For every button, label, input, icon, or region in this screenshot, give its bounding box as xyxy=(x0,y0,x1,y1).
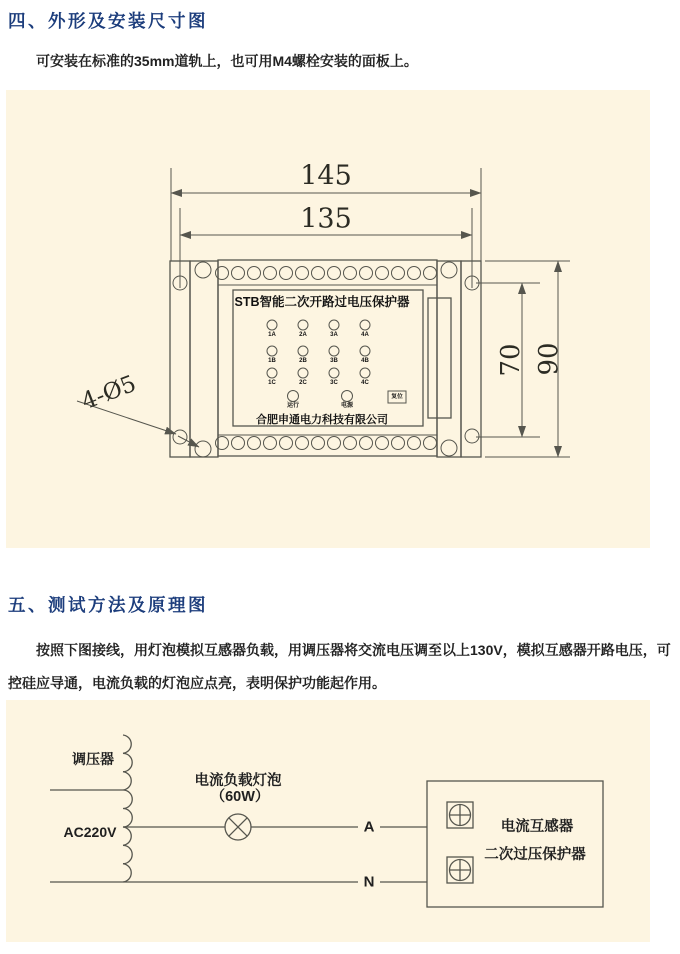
power-led xyxy=(342,391,353,402)
screw-terminal xyxy=(280,267,293,280)
screw-terminal xyxy=(248,437,261,450)
led-label: 4A xyxy=(361,332,369,338)
led-label: 1C xyxy=(268,380,276,386)
phase-label: A xyxy=(363,818,375,836)
screw-terminal xyxy=(264,267,277,280)
led-indicator xyxy=(267,346,277,356)
screw-terminal xyxy=(360,437,373,450)
led-indicator xyxy=(298,346,308,356)
right-mount-strip xyxy=(437,261,461,457)
led-indicator xyxy=(298,320,308,330)
lamp-icon xyxy=(225,814,251,840)
mount-hole xyxy=(441,440,457,456)
led-grid xyxy=(267,320,370,386)
device-outline xyxy=(170,260,481,457)
lamp-label-line2: （60W） xyxy=(210,789,270,805)
dim-height-inner: 70 xyxy=(496,343,526,377)
screw-terminal xyxy=(296,267,309,280)
section5-title: 五、测试方法及原理图 xyxy=(8,595,208,615)
bottom-terminal-row xyxy=(216,437,437,450)
mount-hole xyxy=(195,262,211,278)
led-indicator xyxy=(267,320,277,330)
variac-coil xyxy=(123,735,132,882)
front-panel xyxy=(233,290,423,426)
protector-label-line1: 电流互感器 xyxy=(500,819,574,835)
terminal-symbol xyxy=(447,857,473,883)
led-indicator xyxy=(329,320,339,330)
screw-terminal xyxy=(312,267,325,280)
dimension-70 xyxy=(476,283,540,437)
dim-height-outer: 90 xyxy=(534,342,564,376)
reset-button-label: 复位 xyxy=(391,394,403,400)
led-label: 4B xyxy=(361,358,369,364)
protector-label-line2: 二次过压保护器 xyxy=(484,847,586,863)
screw-terminal xyxy=(408,267,421,280)
regulator-label: 调压器 xyxy=(72,751,114,767)
screw-terminal xyxy=(296,437,309,450)
led-label: 2A xyxy=(299,332,307,338)
led-label: 1B xyxy=(268,358,276,364)
screw-terminal xyxy=(328,437,341,450)
screw-terminal xyxy=(232,437,245,450)
led-label: 1A xyxy=(268,332,276,338)
dim-width-outer: 145 xyxy=(300,160,352,192)
dim-width-inner: 135 xyxy=(300,203,352,235)
mount-hole xyxy=(465,429,479,443)
holes-label: 4-Ø5 xyxy=(78,370,140,416)
holes-leader xyxy=(77,371,199,447)
led-indicator xyxy=(329,346,339,356)
circuit-diagram xyxy=(6,700,650,942)
din-rail-clip xyxy=(428,298,451,418)
left-mount-strip xyxy=(190,261,218,457)
screw-terminal xyxy=(344,267,357,280)
led-label: 3B xyxy=(330,358,338,364)
source-label: AC220V xyxy=(63,824,117,840)
screw-terminal xyxy=(328,267,341,280)
company-name: 合肥申通电力科技有限公司 xyxy=(256,414,388,426)
lamp-label-line1: 电流负载灯泡 xyxy=(194,773,282,789)
section5-intro: 按照下图接线，用灯泡模拟互感器负载，用调压器将交流电压调至以上130V，模拟互感器开路电压，可控硅应导通，电流负载的灯泡应点亮，表明保护功能起作用。 xyxy=(8,642,671,691)
mount-hole xyxy=(195,441,211,457)
led-label: 2C xyxy=(299,380,307,386)
screw-terminal xyxy=(360,267,373,280)
screw-terminal xyxy=(376,267,389,280)
device-title: STB智能二次开路过电压保护器 xyxy=(234,295,410,309)
protector-box xyxy=(427,781,603,907)
section4-intro: 可安装在标准的35mm道轨上，也可用M4螺栓安装的面板上。 xyxy=(36,53,418,69)
led-label: 2B xyxy=(299,358,307,364)
mount-hole xyxy=(441,262,457,278)
led-indicator xyxy=(360,320,370,330)
screw-terminal xyxy=(408,437,421,450)
dimension-135 xyxy=(180,204,472,289)
screw-terminal xyxy=(264,437,277,450)
dimension-drawing-panel xyxy=(6,90,650,548)
screw-terminal xyxy=(376,437,389,450)
screw-terminal xyxy=(424,267,437,280)
led-indicator xyxy=(298,368,308,378)
top-terminal-row xyxy=(216,267,437,280)
screw-terminal xyxy=(392,437,405,450)
mounting-holes xyxy=(173,262,479,457)
led-indicator xyxy=(329,368,339,378)
screw-terminal xyxy=(312,437,325,450)
screw-terminal xyxy=(248,267,261,280)
led-indicator xyxy=(267,368,277,378)
led-indicator xyxy=(360,368,370,378)
screw-terminal xyxy=(232,267,245,280)
screw-terminal xyxy=(280,437,293,450)
terminal-symbol xyxy=(447,802,473,828)
led-label: 3A xyxy=(330,332,338,338)
led-label: 4C xyxy=(361,380,369,386)
circuit-diagram-panel xyxy=(6,700,650,942)
power-led-label: 电源 xyxy=(340,403,354,409)
neutral-label: N xyxy=(363,873,375,891)
led-label: 3C xyxy=(330,380,338,386)
section4-title: 四、外形及安装尺寸图 xyxy=(8,11,208,31)
screw-terminal xyxy=(344,437,357,450)
screw-terminal xyxy=(392,267,405,280)
run-led xyxy=(288,391,299,402)
run-led-label: 运行 xyxy=(286,403,300,409)
dimension-drawing xyxy=(6,90,650,548)
screw-terminal xyxy=(424,437,437,450)
led-indicator xyxy=(360,346,370,356)
